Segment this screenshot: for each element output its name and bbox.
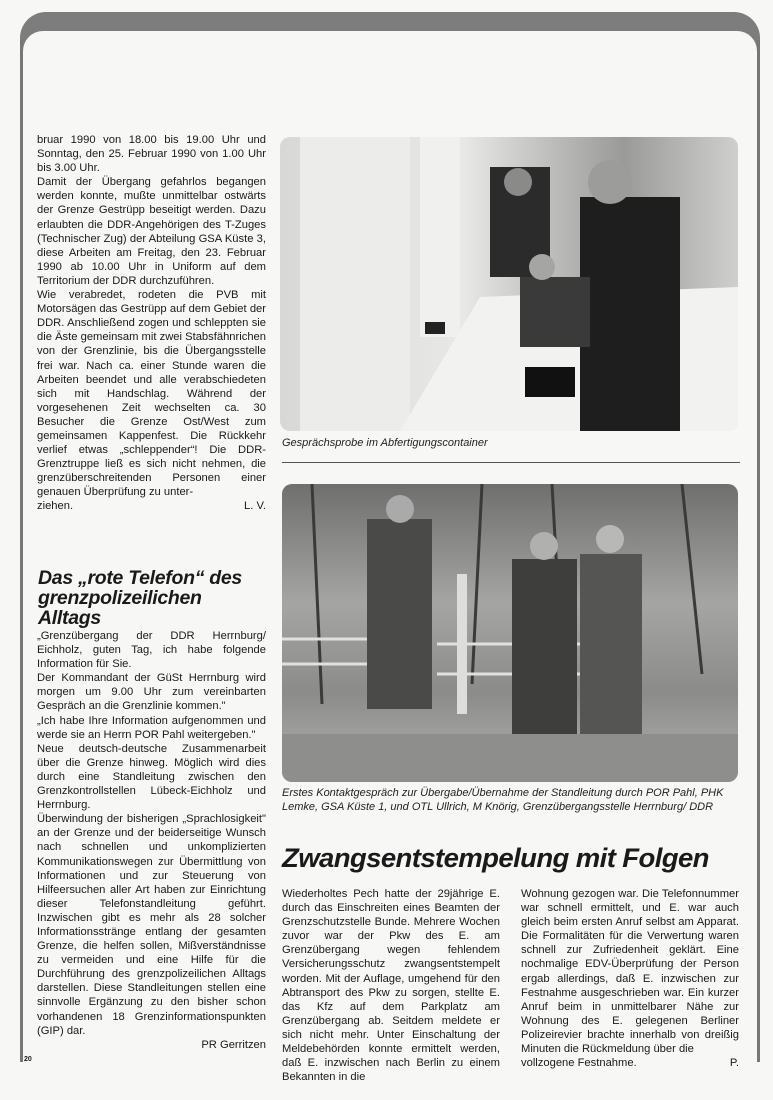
photo-illustration [280,137,738,431]
paragraph: Neue deutsch-deutsche Zusammenarbeit über die Grenze hinweg. Möglich wird dies durch eine Standleitung zwischen den Grenzkontrollstellen Lübeck-Eichholz und Herrnburg. [37,742,266,812]
paragraph: Überwindung der bisherigen „Sprachlosigkeit" an der Grenze und der beiderseitige Wunsch nach schnellen und unkomplizierten Kommunikationswegen zur Übermittlung von Informationen und zur Steuerung von Hilfeersuchen aller Art haben zur Einrichtung dieser Telefonstandleitung geführt. Inzwischen gibt es mehr als 28 solcher Informationsstränge entlang der gesamten Grenze, die helfen sollen, Mißverständnisse zu vermeiden und eine Hilfe für die Durchführung des grenzpolizeilichen Alltags darstellen. Diese Standleitungen stellen eine sinnvolle Ergänzung zu den bisher schon vorhandenen 18 Grenzinformationspunkten (GIP) dar. [37,813,266,1037]
last-line: vollzogene Festnahme. [521,1057,637,1070]
paragraph: „Ich habe Ihre Information aufgenommen und werde sie an Herrn POR Pahl weitergeben." [37,714,266,741]
article-title-rotes-telefon: Das „rote Telefon“ des grenzpolizeilichen Alltags [38,567,242,629]
paragraph: Wiederholtes Pech hatte der 29jährige E. durch das Einschreiten eines Beamten der Grenzschutzstelle Bunde. Mehrere Wochen zuvor war der Pkw des E. am Grenzübergang wegen fehlendem Versicherungsschutz zwangsentstempelt worden. Mit der Auflage, umgehend für den Abtransport des Pkw zu sorgen, stellte E. das Kfz auf dem Parkplatz am Grenzübergang ab. Seitdem meldete er sich nicht mehr. Unter Einschaltung der Meldebehörden konnte ermittelt werden, daß E. inzwischen nach Berlin zu einem Bekannten in die [282,888,500,1084]
page-frame-left [20,40,23,1062]
article-kappenfest [37,133,266,514]
page-frame-right [757,40,760,1062]
author: P. [729,1057,739,1070]
paragraph: Wie verabredet, rodeten die PVB mit Motorsägen das Gestrüpp auf dem Gebiet der DDR. Anschließend zogen und schleppten sie die Äste gemeinsam mit zwei Stabsfähnrichen von der Grenzlinie, bis die Übergangsstelle frei war. Nach ca. einer Stunde waren die Arbeiten beendet und alle verabschiedeten sich mit Handschlag. Während der vorgesehenen Zeit wechselten ca. 30 Besucher die Grenze Ost/West zum gemeinsamen Kappenfest. Die Rückkehr verlief etwas „schleppender“! Die DDR-Grenztruppe ließ es sich nicht nehmen, die grenzüberschreitenden Personen einer genauen Überprüfung zu unter- [37,289,266,499]
last-line: ziehen. [37,500,74,513]
closing-line [37,499,266,513]
paragraph: Damit der Übergang gefahrlos begangen werden konnte, mußte unmittelbar ostwärts der Grenze Gestrüpp beseitigt werden. Dazu erlaubten die DDR-Angehörigen des T-Zuges (Technischer Zug) der Abteilung GSA Küste 3, diese Arbeiten am Freitag, den 23. Februar 1990 ab 10.00 Uhr in Uniform auf dem Territorium der DDR durchzuführen. [37,176,266,287]
author: L. V. [244,500,266,513]
divider [282,462,740,463]
paragraph: Wohnung gezogen war. Die Telefonnummer war schnell ermittelt, und E. war auch gleich beim ersten Anruf selbst am Apparat. Die Formalitäten für die Verwertung waren schnell zur Zufriedenheit geklärt. Eine nochmalige EDV-Überprüfung der Person ergab allerdings, daß E. inzwischen zur Festnahme ausgeschrieben war. Ein kurzer Anruf beim in unmittelbarer Nähe zur Wohnung des E. gelegenen Berliner Polizeirevier brachte innerhalb von dreißig Minuten die Rückmeldung über die [521,888,739,1056]
photo-illustration [282,484,738,782]
article3-column-2 [521,887,739,1070]
photo1-caption: Gesprächsprobe im Abfertigungscontainer [282,437,488,449]
photo2-caption: Erstes Kontaktgespräch zur Übergabe/Übernahme der Standleitung durch POR Pahl, PHK Lemke, GSA Küste 1, und OTL Ullrich, M Knörig, Grenzübergangsstelle Herrnburg/ DDR [282,787,724,813]
paragraph: „Grenzübergang der DDR Herrnburg/ Eichholz, guten Tag, ich habe folgende Information für Sie. [37,630,266,671]
page-frame-inner [23,31,757,71]
page-number: 20 [24,1056,32,1063]
article-title-zwangsentstempelung: Zwangsentstempelung mit Folgen [282,843,709,873]
article3-column-1 [282,887,500,1084]
photo-border-meeting [282,484,738,782]
closing-line [521,1056,739,1070]
author: PR Gerritzen [201,1038,266,1051]
paragraph: bruar 1990 von 18.00 bis 19.00 Uhr und Sonntag, den 25. Februar 1990 von 1.00 Uhr bis 3.00 Uhr. [37,134,266,175]
paragraph: Der Kommandant der GüSt Herrnburg wird morgen um 9.00 Uhr zum vereinbarten Gespräch an die Grenzlinie kommen." [37,672,266,713]
article-rotes-telefon [37,629,266,1052]
photo-container-phone-test [280,137,738,431]
